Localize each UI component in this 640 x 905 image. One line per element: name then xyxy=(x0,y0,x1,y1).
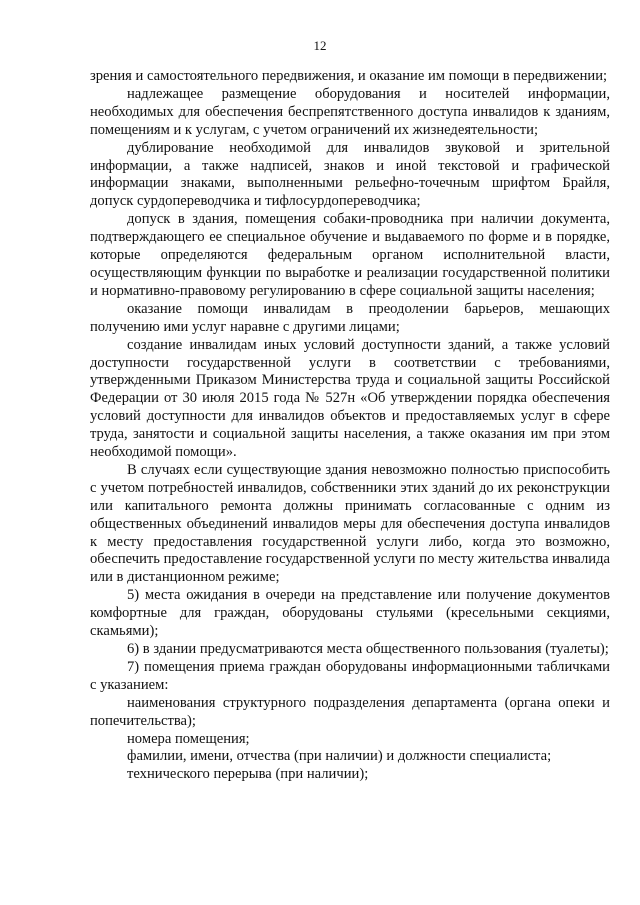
paragraph-continuation: зрения и самостоятельного передвижения, и оказание им помощи в передвижении; xyxy=(90,68,608,84)
paragraph-item-7-reception-rooms: 7) помещения приема граждан оборудованы информационными табличками с указанием: xyxy=(90,658,610,693)
paragraph-technical-break: технического перерыва (при наличии); xyxy=(127,766,369,783)
paragraph-existing-buildings: В случаях если существующие здания невозможно полностью приспособить с учетом потребностей инвалидов, собственники этих зданий до их реконструкции или капитального ремонта должны принимать согласованные с одним из общественных объединений инвалидов меры для обеспечения доступа инвалидов к месту предоставления государственной услуги либо, когда это возможно, обеспечить предоставление государственной услуги по месту жительства инвалида или в дистанционном режиме; xyxy=(90,461,610,586)
paragraph-room-number: номера помещения; xyxy=(127,730,250,747)
document-body xyxy=(90,68,610,784)
paragraph-item-6-public-facilities: 6) в здании предусматриваются места общественного пользования (туалеты); xyxy=(127,641,609,657)
paragraph-department-name: наименования структурного подразделения департамента (органа опеки и попечительства); xyxy=(90,694,610,729)
paragraph-equipment-placement: надлежащее размещение оборудования и носителей информации, необходимых для обеспечения беспрепятственного доступа инвалидов к зданиям, помещениям и к услугам, с учетом ограничений их жизнедеятельности; xyxy=(90,85,610,138)
page-number: 12 xyxy=(313,38,327,53)
paragraph-barrier-assistance: оказание помощи инвалидам в преодолении барьеров, мешающих получению ими услуг наравне с другими лицами; xyxy=(90,300,610,335)
paragraph-guide-dog-access: допуск в здания, помещения собаки-проводника при наличии документа, подтверждающего ее специальное обучение и выдаваемого по форме и в порядке, которые определяются федеральным органом исполнительной власти, осуществляющим функции по выработке и реализации государственной политики и нормативно-правовому регулированию в сфере социальной защиты населения; xyxy=(90,211,610,299)
paragraph-information-duplication: дублирование необходимой для инвалидов звуковой и зрительной информации, а также надписей, знаков и иной текстовой и графической информации знаками, выполненными рельефно-точечным шрифтом Брайля, допуск сурдопереводчика и тифлосурдопереводчика; xyxy=(90,139,610,210)
paragraph-specialist-name: фамилии, имени, отчества (при наличии) и должности специалиста; xyxy=(127,748,552,765)
paragraph-item-5-waiting-areas: 5) места ожидания в очереди на представление или получение документов комфортные для граждан, оборудованы стульями (кресельными секциями, скамьями); xyxy=(90,587,610,640)
paragraph-accessibility-conditions: создание инвалидам иных условий доступности зданий, а также условий доступности государственной услуги в соответствии с требованиями, утвержденными Приказом Министерства труда и социальной защиты Российской Федерации от 30 июля 2015 года № 527н «Об утверждении порядка обеспечения условий доступности для инвалидов объектов и предоставляемых услуг в сфере труда, занятости и социальной защиты населения, а также оказания им при этом необходимой помощи». xyxy=(90,336,610,461)
